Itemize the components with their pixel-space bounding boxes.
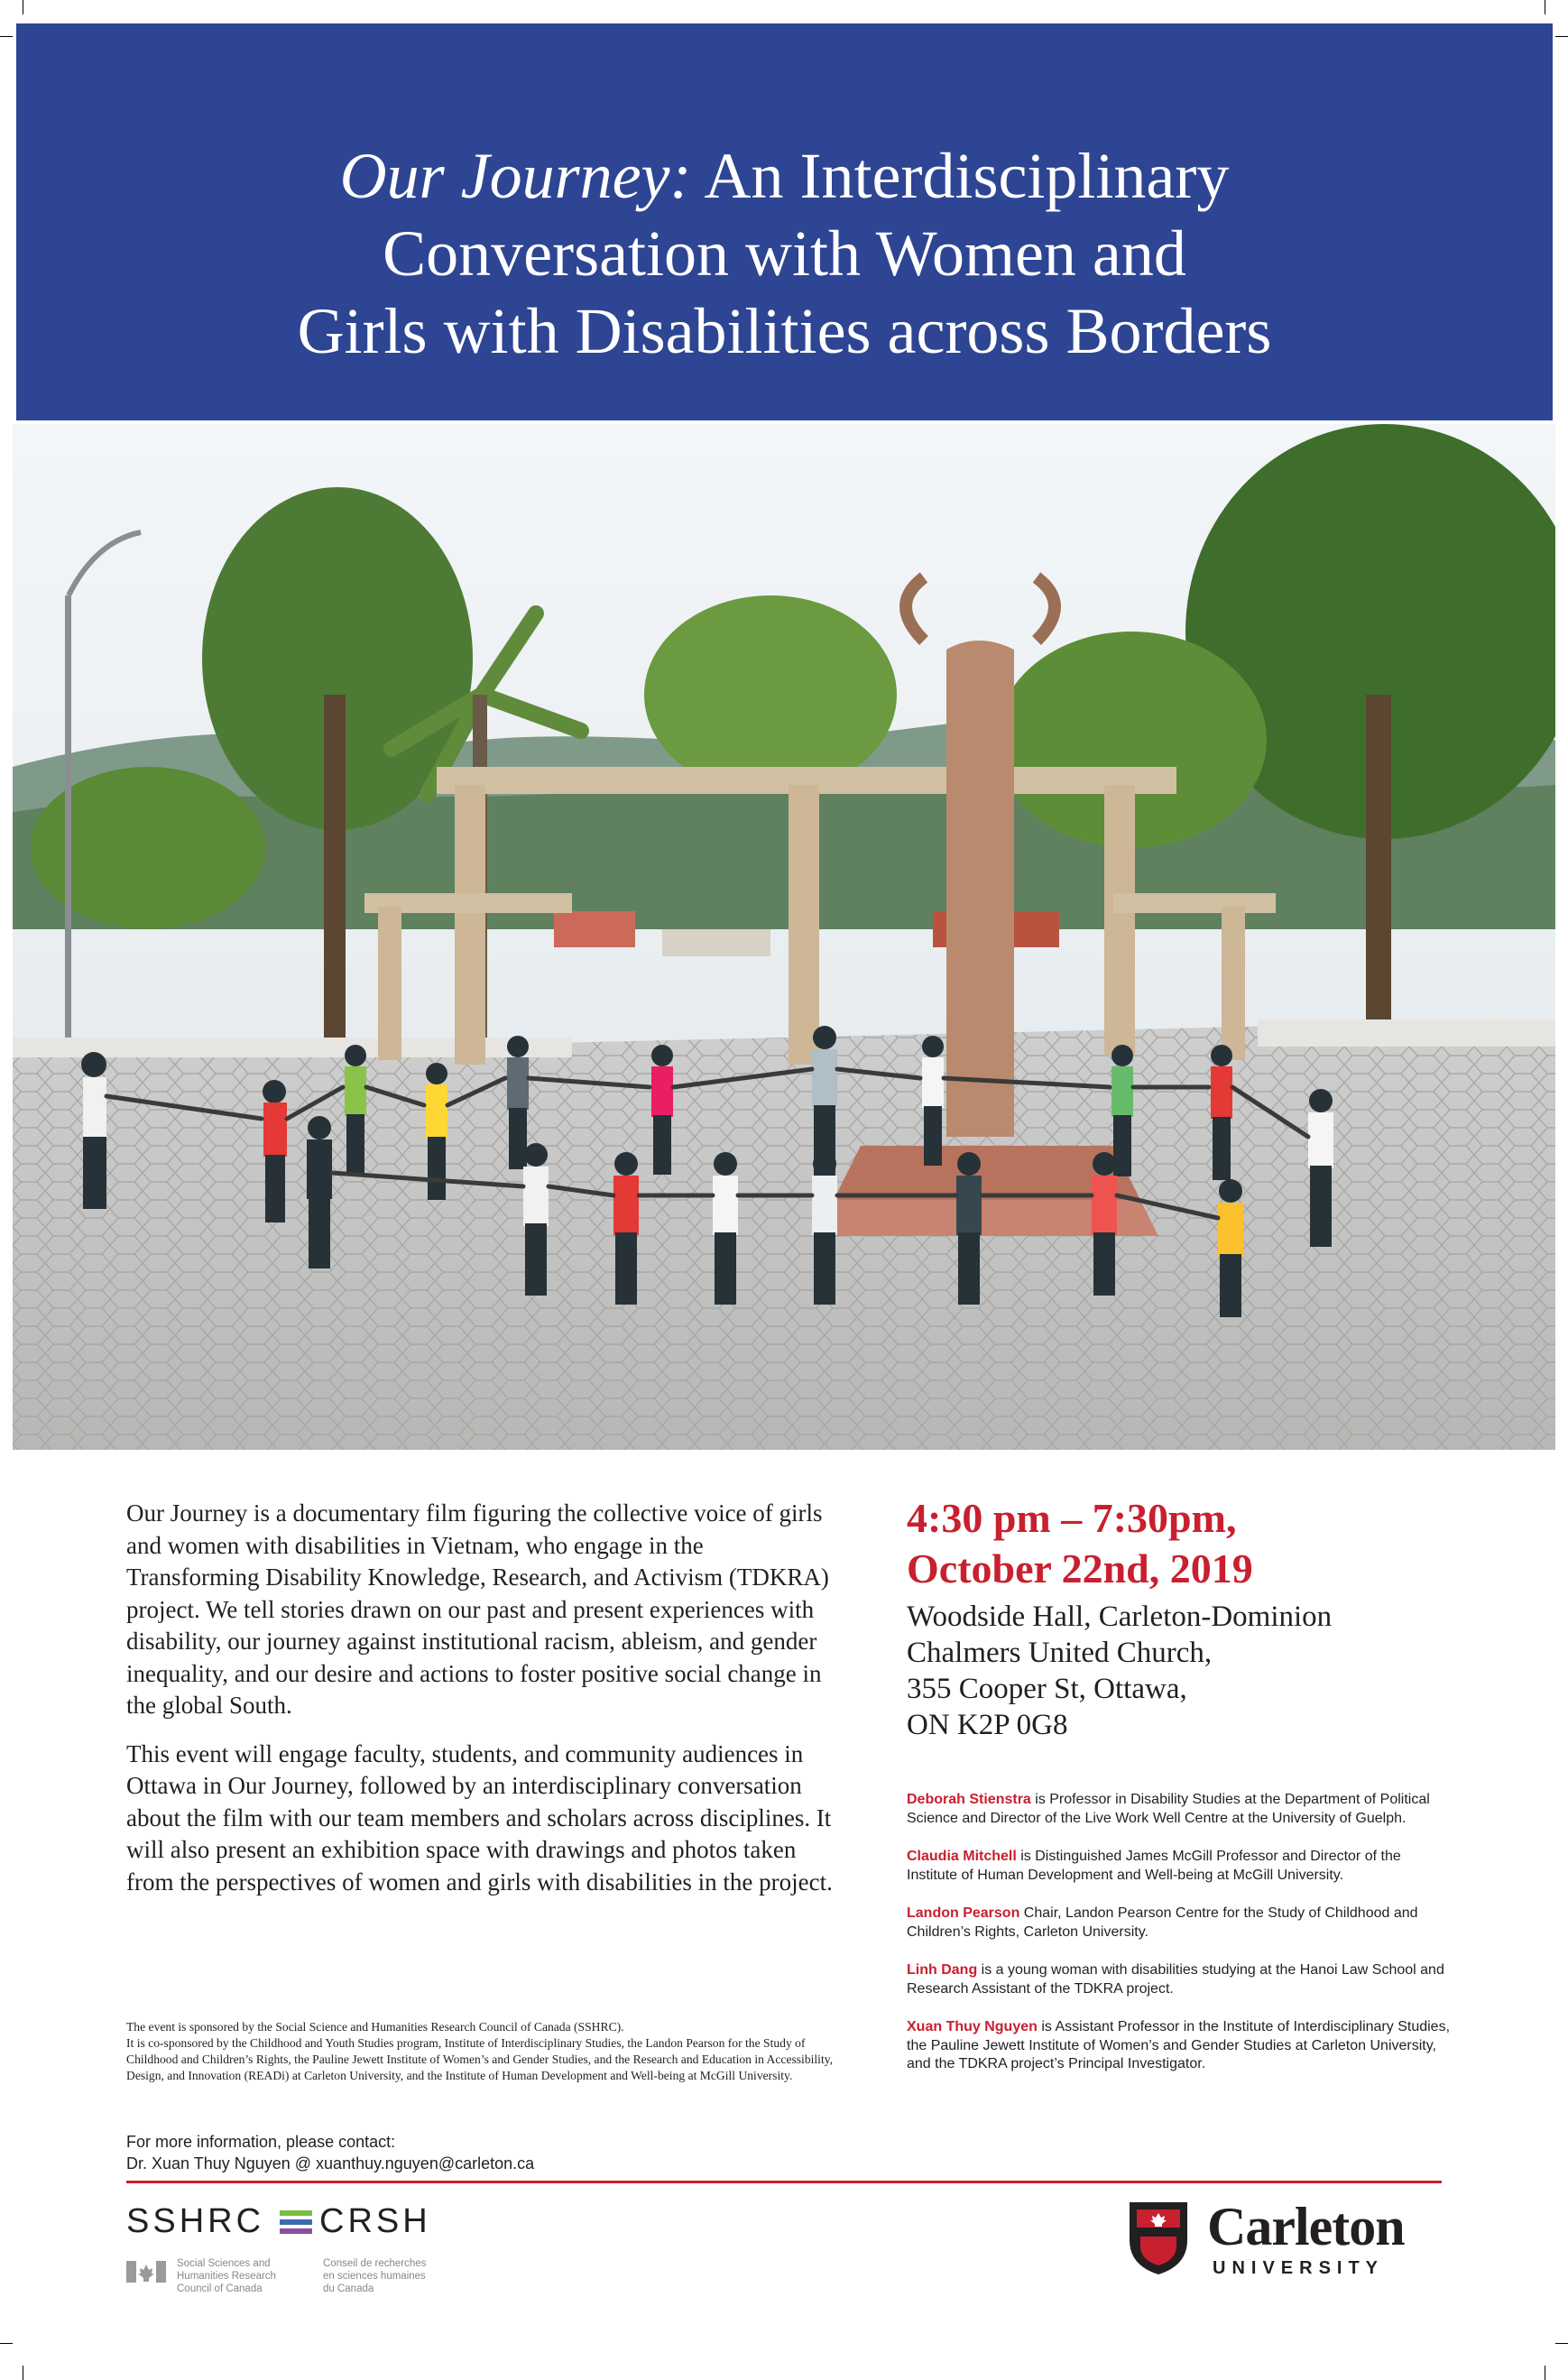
bio-item bbox=[907, 1905, 1453, 1942]
title-banner bbox=[16, 23, 1553, 420]
bio-text: is Assistant Professor in the Institute of Interdisciplinary Studies, the Pauline Jewett Institute of Women’s and Gender Studies at Carleton University, and the TDKRA project’s Principal Investigator. bbox=[907, 2019, 1451, 2071]
carleton-university-label: UNIVERSITY bbox=[1213, 2258, 1385, 2278]
bio-text: Chair, Landon Pearson Centre for the Study of Childhood and Children’s Rights, Carleton University. bbox=[907, 1905, 1418, 1940]
sponsor-line-1: The event is sponsored by the Social Science and Humanities Research Council of Canada (SSHRC). bbox=[126, 2020, 624, 2034]
sponsor-note bbox=[126, 2019, 839, 2084]
crsh-wordmark: CRSH bbox=[319, 2202, 431, 2240]
title-italic: Our Journey: bbox=[339, 140, 692, 212]
sshrc-fr-line: du Canada bbox=[323, 2283, 374, 2294]
crop-mark bbox=[0, 2343, 13, 2344]
bio-text: is Professor in Disability Studies at the Department of Political Science and Director of the Live Work Well Centre at the University of Guelph. bbox=[907, 1792, 1430, 1826]
bio-text: is Distinguished James McGill Professor and Director of the Institute of Human Development and Well-being at McGill University. bbox=[907, 1849, 1401, 1883]
bio-name: Deborah Stienstra bbox=[907, 1792, 1031, 1807]
speaker-bios bbox=[907, 1791, 1453, 2094]
sshrc-fr-line: Conseil de recherches bbox=[323, 2258, 427, 2269]
crop-mark bbox=[1555, 36, 1568, 37]
venue-line: ON K2P 0G8 bbox=[907, 1709, 1068, 1741]
bio-item bbox=[907, 2018, 1453, 2074]
title-line3: Girls with Disabilities across Borders bbox=[297, 295, 1272, 367]
event-photo bbox=[13, 424, 1555, 1450]
sshrc-wordmark: SSHRC bbox=[126, 2202, 265, 2240]
sshrc-bars-icon bbox=[280, 2210, 312, 2234]
bio-item bbox=[907, 1961, 1453, 1998]
divider-rule bbox=[126, 2181, 1442, 2183]
description-paragraph-2: This event will engage faculty, students, and community audiences in Ottawa in Our Journey, followed by an interdisciplinary conversation about the film with our team members and scholars across disciplines. It will also present an exhibition space with drawings and photos taken from the perspectives of women and girls with disabilities in the project. bbox=[126, 1739, 833, 1896]
bio-item bbox=[907, 1848, 1453, 1885]
sshrc-en-line: Council of Canada bbox=[177, 2283, 263, 2294]
sshrc-french-name bbox=[323, 2257, 426, 2295]
sponsor-line-2: It is co-sponsored by the Childhood and Youth Studies program, Institute of Interdisciplinary Studies, the Landon Pearson for the Study of Childhood and Children’s Rights, the Pauline Jewett Institute of Women’s and Gender Studies, and the Research and Education in Accessibility, Design, and Innovation (READi) at Carleton University, and the Institute of Human Development and Well-being at McGill University. bbox=[126, 2036, 834, 2082]
sshrc-en-line: Humanities Research bbox=[177, 2271, 276, 2282]
crop-mark bbox=[1555, 2343, 1568, 2344]
sshrc-english-name bbox=[177, 2257, 276, 2295]
contact-label: For more information, please contact: bbox=[126, 2133, 396, 2151]
title-line2: Conversation with Women and bbox=[383, 217, 1186, 290]
page-title bbox=[16, 137, 1553, 370]
event-description bbox=[126, 1498, 839, 1914]
bio-name: Claudia Mitchell bbox=[907, 1849, 1017, 1864]
event-time: 4:30 pm – 7:30pm, bbox=[907, 1495, 1237, 1541]
event-datetime bbox=[907, 1493, 1538, 1594]
description-paragraph-1: Our Journey is a documentary film figuring the collective voice of girls and women with disabilities in Vietnam, who engage in the Transforming Disability Knowledge, Research, and Activism (TDKRA) project. We tell stories drawn on our past and present experiences with disability, our journey against institutional racism, ableism, and gender inequality, and our desire and actions to foster positive social change in the global South. bbox=[126, 1499, 829, 1719]
sshrc-fr-line: en sciences humaines bbox=[323, 2271, 426, 2282]
venue-line: Woodside Hall, Carleton-Dominion bbox=[907, 1601, 1333, 1633]
event-venue bbox=[907, 1599, 1538, 1743]
sshrc-en-line: Social Sciences and bbox=[177, 2258, 271, 2269]
sshrc-logo bbox=[126, 2201, 505, 2310]
bio-name: Linh Dang bbox=[907, 1962, 978, 1978]
crop-mark bbox=[0, 36, 13, 37]
title-line1: An Interdisciplinary bbox=[691, 140, 1230, 212]
contact-person[interactable]: Dr. Xuan Thuy Nguyen @ xuanthuy.nguyen@carleton.ca bbox=[126, 2154, 535, 2172]
bio-text: is a young woman with disabilities studying at the Hanoi Law School and Research Assistant of the TDKRA project. bbox=[907, 1962, 1444, 1997]
venue-line: Chalmers United Church, bbox=[907, 1637, 1213, 1669]
contact-info bbox=[126, 2131, 848, 2174]
carleton-wordmark: Carleton bbox=[1207, 2197, 1405, 2256]
venue-line: 355 Cooper St, Ottawa, bbox=[907, 1673, 1187, 1705]
bio-name: Xuan Thuy Nguyen bbox=[907, 2019, 1038, 2034]
bio-name: Landon Pearson bbox=[907, 1905, 1020, 1921]
canada-flag-icon bbox=[126, 2261, 166, 2283]
event-date: October 22nd, 2019 bbox=[907, 1545, 1253, 1591]
bio-item bbox=[907, 1791, 1453, 1828]
carleton-logo bbox=[1128, 2199, 1453, 2289]
carleton-shield-icon bbox=[1128, 2200, 1189, 2276]
